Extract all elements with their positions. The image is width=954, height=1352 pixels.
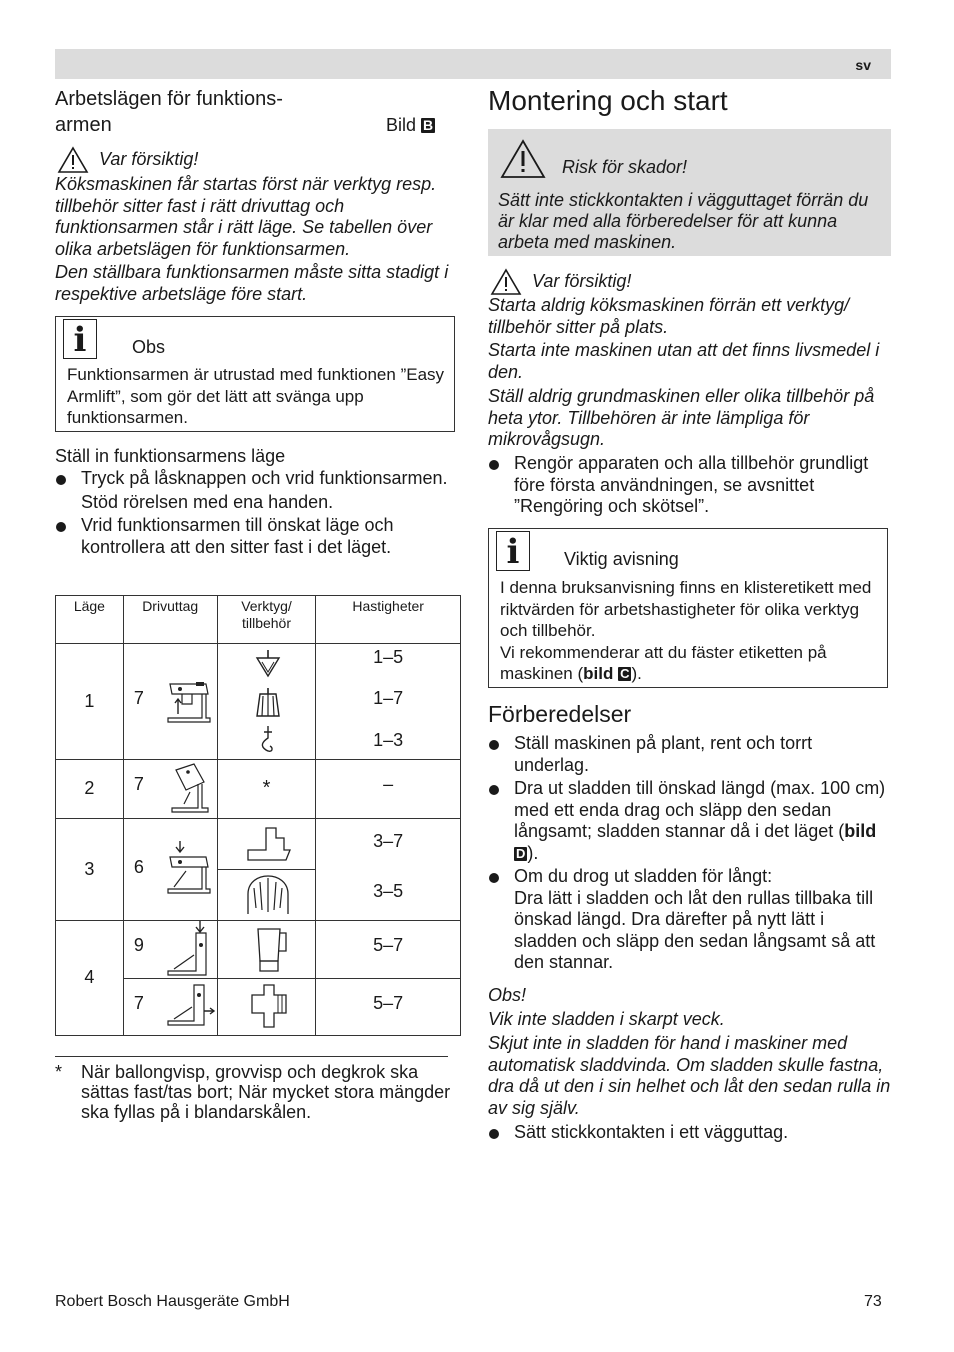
caution-heading: Var försiktig! xyxy=(57,146,198,174)
arm-steps-list xyxy=(55,468,455,558)
caution-right-3: Ställ aldrig grundmaskinen eller olika tillbehör på heta ytor. Tillbehören är inte lämpliga för mikrovågsugn. xyxy=(488,386,875,449)
section-title-preparations: Förberedelser xyxy=(488,701,632,727)
blender-icon xyxy=(252,925,288,975)
machine-position-4a-icon xyxy=(164,921,214,979)
mode-cell: 3 xyxy=(56,819,124,921)
caution-text-1: Köksmaskinen får startas först när verktyg resp. tillbehör sitter fast i rätt drivuttag och funktionsarmen står i rätt läge. Se tabellen över olika arbetslägen för funktionsarmen. xyxy=(55,174,437,259)
risk-box xyxy=(488,129,891,256)
notice-title: Viktig avisning xyxy=(564,549,679,569)
citrus-press-icon xyxy=(244,874,292,916)
header-bar xyxy=(55,49,891,79)
caution-heading-right: Var försiktig! xyxy=(490,268,631,296)
obs-box xyxy=(55,316,455,432)
mode-cell: 2 xyxy=(56,760,124,819)
list-item: Ställ maskinen på plant, rent och torrt underlag. xyxy=(488,733,891,776)
notice-box xyxy=(488,528,888,688)
list-item: Vrid funktionsarmen till önskat läge och kontrollera att den sitter fast i det läget. xyxy=(55,515,455,558)
list-item: Sätt stickkontakten i ett vägguttag. xyxy=(488,1122,891,1144)
drive-cell: 7 xyxy=(123,644,217,760)
mode-cell: 4 xyxy=(56,921,124,1036)
drive-cell: 7 xyxy=(123,760,217,819)
figure-ref: Bild B xyxy=(386,115,434,135)
risk-title: Risk för skador! xyxy=(562,157,688,177)
tool-cell xyxy=(217,644,316,760)
table-row xyxy=(56,921,461,1036)
footnote-text: När ballongvisp, grovvisp och degkrok ska sättas fast/tas bort; När mycket stora mängder ska fyllas på i blandarskålen. xyxy=(81,1062,451,1122)
table-row xyxy=(56,819,461,921)
subheading-set-arm: Ställ in funktionsarmens läge xyxy=(55,446,286,466)
warning-triangle-icon xyxy=(490,268,522,296)
column-header: Hastigheter xyxy=(316,596,461,644)
tool-cell xyxy=(217,921,316,1036)
drive-cell: 6 xyxy=(123,819,217,921)
cleaning-list xyxy=(488,453,891,518)
column-header: Drivuttag xyxy=(123,596,217,644)
risk-text: Sätt inte stickkontakten i vägguttaget förrän du är klar med alla förberedelser för att kunna arbeta med maskinen. xyxy=(498,190,869,252)
slicer-attachment-icon xyxy=(246,826,292,864)
page-number: 73 xyxy=(864,1293,882,1310)
machine-position-1-icon xyxy=(162,678,214,726)
list-item: Rengör apparaten och alla tillbehör grundligt före första användningen, se avsnittet ”Rengöring och skötsel”. xyxy=(488,453,891,518)
table-header-row xyxy=(56,596,461,644)
obs-text-1: Vik inte sladden i skarpt veck. xyxy=(488,1009,725,1029)
column-header: Verktyg/ tillbehör xyxy=(217,596,316,644)
section-title-arm-positions: Arbetslägen för funktions- armen xyxy=(55,88,283,136)
list-item: Tryck på låsknappen och vrid funktionsarmen. xyxy=(55,468,455,490)
caution-right-1: Starta aldrig köksmaskinen förrän ett verktyg/ tillbehör sitter på plats. xyxy=(488,295,850,337)
figure-letter-badge: D xyxy=(516,845,526,861)
machine-position-3-icon xyxy=(164,841,214,899)
list-item: Om du drog ut sladden för långt: xyxy=(488,866,891,888)
caution-text-2: Den ställbara funktionsarmen måste sitta stadigt i respektive arbetsläge före start. xyxy=(55,262,449,304)
kneader-icon xyxy=(254,688,282,720)
caution-right-2: Starta inte maskinen utan att det finns livsmedel i den. xyxy=(488,340,880,382)
tool-cell: * xyxy=(217,760,316,819)
figure-letter-badge: B xyxy=(423,117,434,133)
obs-heading: Obs! xyxy=(488,985,527,1005)
drive-cell: 9 7 xyxy=(123,921,217,1036)
speed-cell: 3–7 3–5 xyxy=(316,819,461,921)
list-item: Dra ut sladden till önskad längd (max. 100 cm) med ett enda drag och släpp den sedan långsamt; sladden stannar då i det läget (bild D ). xyxy=(488,778,891,864)
warning-triangle-icon xyxy=(500,139,546,179)
info-icon: i xyxy=(63,319,97,359)
language-code: sv xyxy=(855,57,871,73)
column-header: Läge xyxy=(56,596,124,644)
table-row xyxy=(56,760,461,819)
mode-cell: 1 xyxy=(56,644,124,760)
notice-text: I denna bruksanvisning finns en klisteretikett med riktvärden för arbetshastigheter för olika verktyg och tillbehör. Vi rekommenderar att du fäster etiketten på maskinen (bild C ). xyxy=(500,578,872,683)
footnote-mark: * xyxy=(55,1062,63,1082)
speed-cell: 5–7 5–7 xyxy=(316,921,461,1036)
speed-cell: – xyxy=(316,760,461,819)
tool-cell xyxy=(217,819,316,921)
obs-text: Funktionsarmen är utrustad med funktionen ”Easy Armlift”, som gör det lätt att svänga upp funktionsarmen. xyxy=(67,365,445,427)
footer-company: Robert Bosch Hausgeräte GmbH xyxy=(55,1293,290,1310)
figure-letter-badge: C xyxy=(620,666,630,681)
arm-position-table xyxy=(55,595,461,1036)
warning-triangle-icon xyxy=(57,146,89,174)
speed-cell: 1–5 1–7 1–3 xyxy=(316,644,461,760)
whisk-icon xyxy=(254,650,282,682)
info-icon: i xyxy=(496,531,530,571)
meat-grinder-icon xyxy=(250,983,292,1029)
final-list xyxy=(488,1122,891,1144)
table-row xyxy=(56,644,461,760)
dough-hook-icon xyxy=(258,726,278,756)
page-title: Montering och start xyxy=(488,85,728,116)
obs-title: Obs xyxy=(132,337,166,357)
obs-text-2: Skjut inte in sladden för hand i maskiner med automatisk sladdvinda. Om sladden skulle fastna, dra då ut den i sin helhet och låt den sedan rulla in av sig själv. xyxy=(488,1033,891,1118)
machine-position-2-icon xyxy=(168,762,212,816)
machine-position-4b-icon xyxy=(164,981,216,1031)
preparations-list xyxy=(488,733,891,974)
footnote-divider xyxy=(55,1056,448,1057)
list-item-continuation: Stöd rörelsen med ena handen. xyxy=(81,491,334,512)
list-item-continuation: Dra lätt i sladden och låt den rullas tillbaka till önskad längd. Dra därefter på nytt lätt i sladden och släpp den sedan långsamt så att den stannar. xyxy=(514,887,876,972)
